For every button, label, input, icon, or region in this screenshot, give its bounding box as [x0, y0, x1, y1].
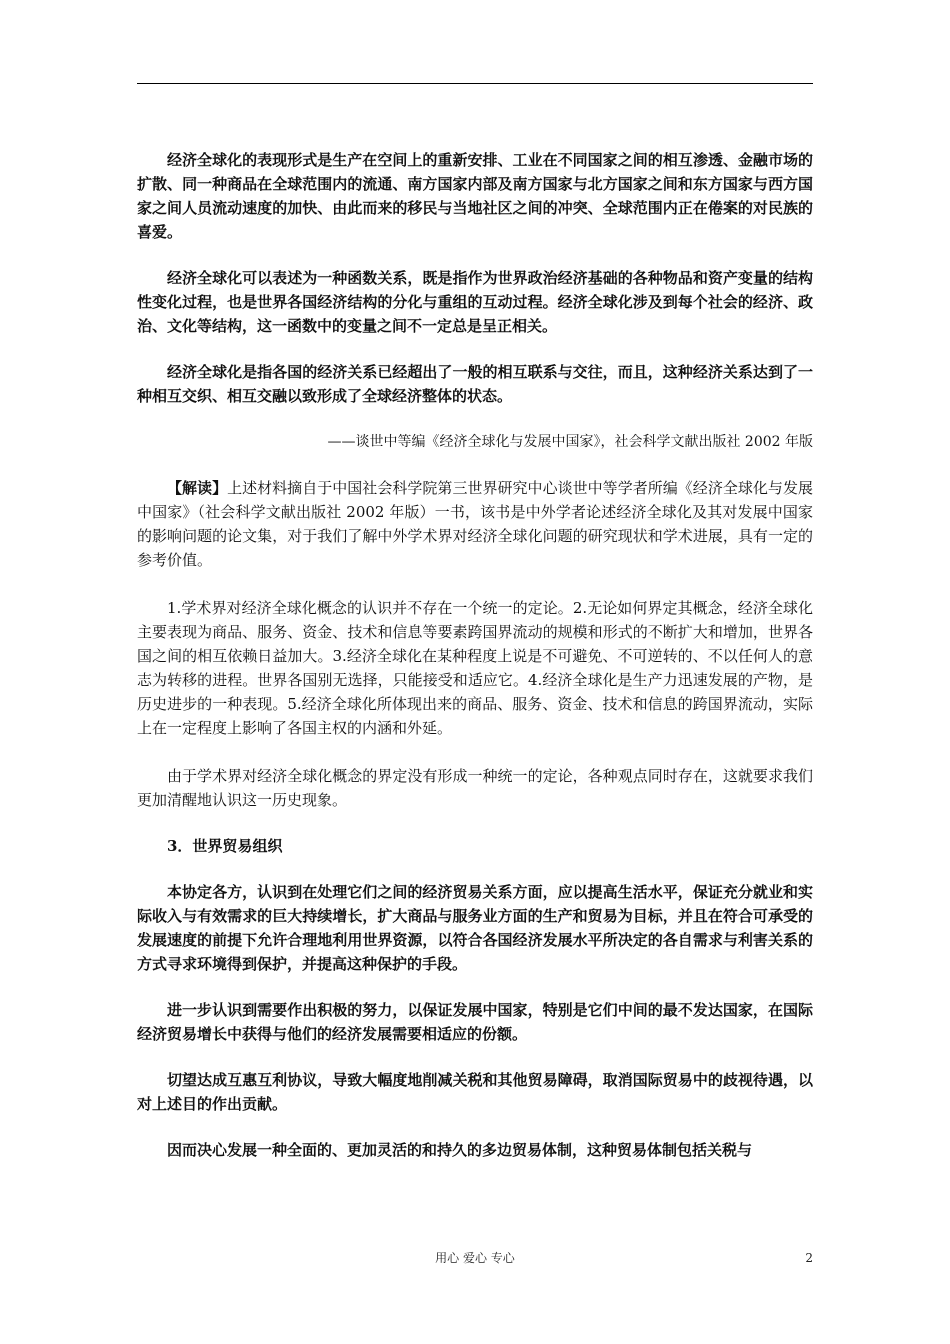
interpretation-paragraph [137, 476, 813, 572]
wto-paragraph-3: 切望达成互惠互利协议，导致大幅度地削减关税和其他贸易障碍，取消国际贸易中的歧视待遇，以对上述目的作出贡献。 [137, 1071, 813, 1113]
conclusion-paragraph: 由于学术界对经济全球化概念的界定没有形成一种统一的定论，各种观点同时存在，这就要求我们更加清醒地认识这一历史现象。 [137, 767, 813, 809]
interpretation-text: 上述材料摘自于中国社会科学院第三世界研究中心谈世中等学者所编《经济全球化与发展中国家》（社会科学文献出版社 2002 年版）一书，该书是中外学者论述经济全球化及其对发展中国家的影响问题的论文集，对于我们了解中外学术界对经济全球化问题的研究现状和学术进展，具有一定的参考价值。 [137, 479, 813, 569]
points-paragraph: 1.学术界对经济全球化概念的认识并不存在一个统一的定论。2.无论如何界定其概念，经济全球化主要表现为商品、服务、资金、技术和信息等要素跨国界流动的规模和形式的不断扩大和增加，世界各国之间的相互依赖日益加大。3.经济全球化在某种程度上说是不可避免、不可逆转的、不以任何人的意志为转移的进程。世界各国别无选择，只能接受和适应它。4.经济全球化是生产力迅速发展的产物，是历史进步的一种表现。5.经济全球化所体现出来的商品、服务、资金、技术和信息的跨国界流动，实际上在一定程度上影响了各国主权的内涵和外延。 [137, 599, 813, 737]
wto-paragraph-2: 进一步认识到需要作出积极的努力，以保证发展中国家，特别是它们中间的最不发达国家，在国际经济贸易增长中获得与他们的经济发展需要相适应的份额。 [137, 1001, 813, 1043]
section-heading: 3．世界贸易组织 [167, 837, 283, 855]
paragraph-2: 经济全球化可以表述为一种函数关系，既是指作为世界政治经济基础的各种物品和资产变量的结构性变化过程，也是世界各国经济结构的分化与重组的互动过程。经济全球化涉及到每个社会的经济、政治、文化等结构，这一函数中的变量之间不一定总是呈正相关。 [137, 269, 813, 335]
paragraph-3: 经济全球化是指各国的经济关系已经超出了一般的相互联系与交往，而且，这种经济关系达到了一种相互交织、相互交融以致形成了全球经济整体的状态。 [137, 363, 813, 405]
page-footer: 用心 爱心 专心 [435, 1251, 515, 1265]
document-body [137, 148, 813, 1162]
interpretation-tag: 【解读】 [167, 479, 228, 497]
wto-paragraph-4: 因而决心发展一种全面的、更加灵活的和持久的多边贸易体制，这种贸易体制包括关税与 [167, 1141, 753, 1159]
citation: ——谈世中等编《经济全球化与发展中国家》，社会科学文献出版社 2002 年版 [327, 434, 813, 450]
paragraph-1: 经济全球化的表现形式是生产在空间上的重新安排、工业在不同国家之间的相互渗透、金融市场的扩散、同一种商品在全球范围内的流通、南方国家内部及南方国家与北方国家之间和东方国家与西方国家之间人员流动速度的加快、由此而来的移民与当地社区之间的冲突、全球范围内正在倦案的对民族的喜爱。 [137, 151, 813, 241]
wto-paragraph-1: 本协定各方，认识到在处理它们之间的经济贸易关系方面，应以提高生活水平，保证充分就业和实际收入与有效需求的巨大持续增长，扩大商品与服务业方面的生产和贸易为目标，并且在符合可承受的发展速度的前提下允许合理地利用世界资源，以符合各国经济发展水平所决定的各自需求与利害关系的方式寻求环境得到保护，并提高这种保护的手段。 [137, 883, 813, 973]
header-rule [137, 83, 813, 84]
page-number: 2 [805, 1251, 813, 1265]
